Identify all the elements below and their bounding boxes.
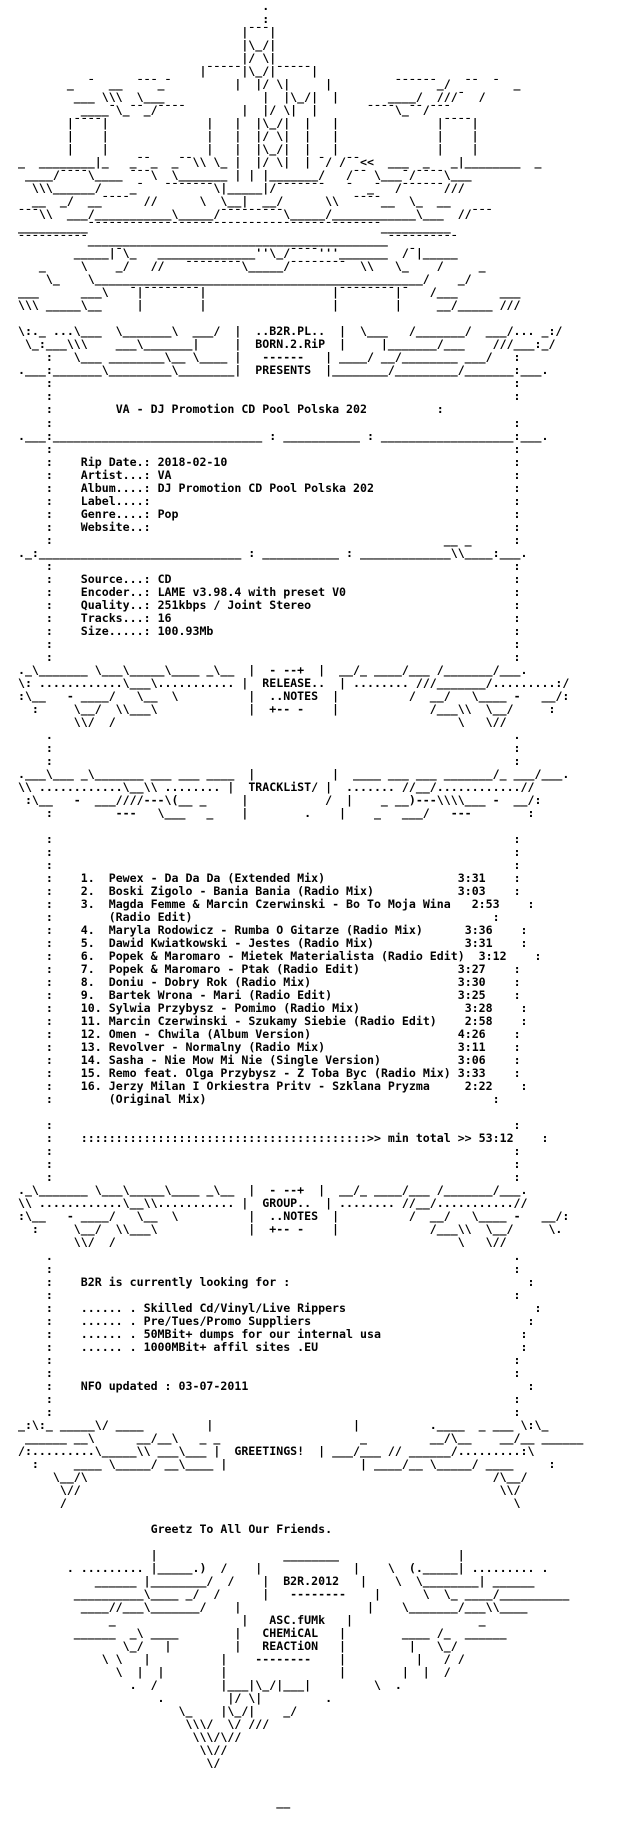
credit-3: REACTiON [262, 1638, 319, 1653]
looking-item: ...... . 50MBit+ dumps for our internal usa [80, 1326, 381, 1341]
track-row: : 15. Remo feat. Olga Przybysz - Z Toba Byc (Radio Mix) 3:33 : [4, 1066, 521, 1081]
nfo-updated: NFO updated : 03-07-2011 [80, 1378, 249, 1393]
track-row: : 7. Popek & Maromaro - Ptak (Radio Edit) 3:27 : [4, 962, 521, 977]
track-row: : 3. Magda Femme & Marcin Czerwinski - Bo To Moja Wina 2:53 : [4, 897, 535, 912]
total-time: :::::::::::::::::::::::::::::::::::::::::>> min total >> 53:12 [80, 1131, 514, 1146]
release-notes-label-2: ..NOTES [269, 688, 319, 703]
tracklist [4, 872, 632, 1106]
footer-year: B2R.2012 [283, 1573, 340, 1588]
release-title: VA - DJ Promotion CD Pool Polska 202 [115, 402, 367, 417]
looking-item: ...... . Skilled Cd/Vinyl/Live Rippers [80, 1300, 347, 1315]
looking-item: ...... . 1000MBit+ affil sites .EU [80, 1339, 319, 1354]
greetz-text: Greetz To All Our Friends. [150, 1521, 333, 1536]
track-row: : (Original Mix) : [4, 1092, 500, 1107]
track-row: : 2. Boski Zigolo - Bania Bania (Radio Mix) 3:03 : [4, 884, 521, 899]
track-row: : 11. Marcin Czerwinski - Szukamy Siebie (Radio Edit) 2:58 : [4, 1014, 528, 1029]
header-group: ..B2R.PL.. [255, 324, 326, 339]
quality-value: 251kbps / Joint Stereo [157, 597, 312, 612]
track-row: : (Radio Edit) : [4, 910, 500, 925]
release-notes-label-1: RELEASE.. [262, 675, 326, 690]
header-subgroup: BORN.2.RiP [255, 337, 326, 352]
group-notes-label-1: GROUP.. [262, 1196, 312, 1211]
tracks-value: 16 [157, 610, 172, 625]
credit-2: CHEMiCAL [262, 1625, 319, 1640]
album-value: DJ Promotion CD Pool Polska 202 [157, 480, 374, 495]
credit-1: ASC.fUMk [269, 1612, 326, 1627]
greetings-label: GREETINGS! [234, 1443, 305, 1458]
ascii-logo: . : |¯¯¯| |\_/| |/ \| |¯¯¯¯¯|\_/|¯¯¯¯¯| _ ¯ __ ¯¯¯_¯ | |/ \| | ¯¯¯¯¯¯_/ ¯¯ ¯ _ ___ \\\ \___ | |\_/| | ____/ ///¯ / ____¯\_¯¯_/¯¯¯¯ | |/ \| | ¯¯¯¯\_¯¯/¯¯¯ |¯¯¯¯| | | |\_/| | | |¯¯¯¯| | | | | |/ \| | | | | | | | | |\_/| | | | | _ ________|_ _¯¯_ _¯¯\\ \_ | |/ \| | ¯/ /¯¯<< ___ _ _|________ _ ____/¯¯¯¯\____ ¯¯¯\ \_______ | | |_______/ /¯¯ \___¯/¯¯¯¯\___ \\\______/ _¯ ¯¯¯¯¯¯¯\|_____|/¯¯¯¯¯¯¯ ¯ _¯ /¯¯¯¯¯¯/// __ _/ __¯¯¯¯ // \ \__| __/ \\ ¯¯¯¯__ \_ __ ¯¯¯\\ ___/___________\_____/¯¯¯¯¯¯¯¯¯\_____/____________\___ //¯¯¯ __________¯¯¯¯¯¯¯¯¯¯¯¯¯¯¯¯¯¯¯¯¯¯¯¯¯¯¯¯¯¯¯¯¯¯¯¯¯¯¯¯¯¯__________ ¯¯¯¯¯¯¯¯¯¯___________________________________________¯¯¯¯¯¯¯¯¯¯ _____|¯\_ ______________''\_/¯¯¯¯'''_______ /¯|_____ _ \ _/ // ¯¯¯¯¯¯¯¯\_____/¯¯¯¯¯¯¯¯ \\ \_ / _ \_ \_______________________________________________/ _/ ___ ___\ ¯|¯¯¯¯¯¯¯¯| |¯¯¯¯¯¯¯¯|¯ /___ ___ \\\ _____\__ | | | | __/_____ /// [17, 0, 542, 313]
group-notes-label-2: ..NOTES [269, 1209, 319, 1224]
track-row: : 10. Sylwia Przybysz - Pomimo (Radio Mix) 3:28 : [4, 1001, 528, 1016]
track-row: : 1. Pewex - Da Da Da (Extended Mix) 3:31 : [4, 871, 521, 886]
track-row: : 16. Jerzy Milan I Orkiestra Pritv - Szklana Pryzma 2:22 : [4, 1079, 528, 1094]
size-value: 100.93Mb [157, 623, 214, 638]
track-row: : 4. Maryla Rodowicz - Rumba O Gitarze (Radio Mix) 3:36 : [4, 923, 528, 938]
track-row: : 8. Doniu - Dobry Rok (Radio Mix) 3:30 : [4, 975, 521, 990]
genre-value: Pop [157, 506, 179, 521]
nfo-ascii-art: . : |¯¯¯| |\_/| |/ \| |¯¯¯¯¯|\_/|¯¯¯¯¯| _ ¯ __ ¯¯¯_¯ | |/ \| | ¯¯¯¯¯¯_/ ¯¯ ¯ _ ___ \\\ \___ | |\_/| | ____/ ///¯ / ____¯\_¯¯_/¯¯¯¯ | |/ \| | ¯¯¯¯\_¯¯/¯¯¯ |¯¯¯¯| | | |\_/| | | |¯¯¯¯| | | | | |/ \| | | | | | | | | |\_/| | | | | _ ________|_ _¯¯_ _¯¯\\ \_ | |/ \| | ¯/ /¯¯<< ___ _ _|________ _ ____/¯¯¯¯\____ ¯¯¯\ \_______ | | |_______/ /¯¯ \___¯/¯¯¯¯\___ \\\______/ _¯ ¯¯¯¯¯¯¯\|_____|/¯¯¯¯¯¯¯ ¯ _¯ /¯¯¯¯¯¯/// __ _/ __¯¯¯¯ // \ \__| __/ \\ ¯¯¯¯__ \_ __ ¯¯¯\\ ___/___________\_____/¯¯¯¯¯¯¯¯¯\_____/____________\___ //¯¯¯ __________¯¯¯¯¯¯¯¯¯¯¯¯¯¯¯¯¯¯¯¯¯¯¯¯¯¯¯¯¯¯¯¯¯¯¯¯¯¯¯¯¯¯__________ ¯¯¯¯¯¯¯¯¯¯___________________________________________¯¯¯¯¯¯¯¯¯¯ _____|¯\_ ______________''\_/¯¯¯¯'''_______ /¯|_____ _ \ _/ // ¯¯¯¯¯¯¯¯\_____/¯¯¯¯¯¯¯¯ \\ \_ / _ \_ \_______________________________________________/ _/ ___ ___\ ¯|¯¯¯¯¯¯¯¯| |¯¯¯¯¯¯¯¯|¯ /___ ___ \\\ _____\__ | | | | __/_____ /// \:._ ...\___ \_______\ ___/ | ..B2R.PL.. | \___ /_______/ ___/... _:/ \_:___\\\ ___\_______| | BORN.2.RiP | |_______/___ ///___:_/ : \___ ________\__ \____ | ------ | ____/ __/________ ___/ : .___:_______\_________\________| PRESENTS |________/_________/_______:___. : : : : : VA - DJ Promotion CD Pool Polska 202 : : : .___:______________________________ : ___________ : ___________________:___. : : : Rip Date.: 2018-02-10 : : Artist...: VA : : Album....: DJ Promotion CD Pool Polska 202 : : Label....: : : Genre....: Pop : : Website..: : : __ _ : ._:_____________________________ : ___________ : _____________\\____:___. : : : Source...: CD : : Encoder..: LAME v3.98.4 with preset V0 : : Quality..: 251kbps / Joint Stereo : : Tracks...: 16 : : Size.....: 100.93Mb : : : : : ._\_______ \___\_____\____ _\__ | - --+ | __/_ ____/___ /_______/___. \: ............\___\........... | RELEASE.. | ........ ///_______/.........:/ :\__ - ____/ \__ \ | ..NOTES | / __/ \____ - __/: : \__/ \\___\ | +-- - | /___\\ \__/ : \\/ / \ \// . . : : : : .___\___ _\_______ ___ ___ ____ | | ____ ___ ___ _______/_ ___/___. \\ ............\__\\ ........ | TRACKLiST/ | ....... //__/............// :\__ - ___////---\(__ _ | / | _ __)---\\\\___ - __/: : --- \___ _ | . | _ ___/ --- : : : : : : : : 1. Pewex - Da Da Da (Extended Mix) 3:31 : : 2. Boski Zigolo - Bania Bania (Radio Mix) 3:03 : : 3. Magda Femme & Marcin Czerwinski - Bo To Moja Wina 2:53 : : (Radio Edit) : : 4. Maryla Rodowicz - Rumba O Gitarze (Radio Mix) 3:36 : : 5. Dawid Kwiatkowski - Jestes (Radio Mix) 3:31 : : 6. Popek & Maromaro - Mietek Materialista (Radio Edit) 3:12 : : 7. Popek & Maromaro - Ptak (Radio Edit) 3:27 : : 8. Doniu - Dobry Rok (Radio Mix) 3:30 : : 9. Bartek Wrona - Mari (Radio Edit) 3:25 : : 10. Sylwia Przybysz - Pomimo (Radio Mix) 3:28 : : 11. Marcin Czerwinski - Szukamy Siebie (Radio Edit) 2:58 : : 12. Omen - Chwila (Album Version) 4:26 : : 13. Revolver - Normalny (Radio Mix) 3:11 : : 14. Sasha - Nie Mow Mi Nie (Single Version) 3:06 : : 15. Remo feat. Olga Przybysz - Z Toba Byc (Radio Mix) 3:33 : : 16. Jerzy Milan I Orkiestra Pritv - Szklana Pryzma 2:22 : : (Original Mix) : : : : :::::::::::::::::::::::::::::::::::::::::>> min total >> 53:12 : : : : : : : ._\_______ \___\_____\____ _\__ | - --+ | __/_ ____/___ /_______/___. \\ ............\__\\........... | GROUP.. | ........ //__/...........// :\__ - ____/ \__ \ | ..NOTES | / __/ \____ - __/: : \__/ \\___\ | +-- - | /___\\ \__/ \. \\/ / \ \// . . : : : B2R is currently looking for : : : : : ...... . Skilled Cd/Vinyl/Live Rippers : : ...... . Pre/Tues/Promo Suppliers : : ...... . 50MBit+ dumps for our internal usa : : ...... . 1000MBit+ affil sites .EU : : : : : : NFO updated : 03-07-2011 : : : : : _:\:_ _____\/ ____ | | .____ _ ___ \:\_ ______ __\ __/__\ _ _ _ __/\__ __/__ ______ /:.........\_____\\ ___\___ | GREETINGS! | ___/___ // ______/.........:\ : ____ \_____/ __\____ | | ____/__ \_____/ ____ : \__/\ /\__/ \// \\/ / \ Greetz To All Our Friends. | ________ | . ......... |_____.) / | | \ (._____| ......... . ______ |________/ / | B2R.2012 | \ \________| ______ __________\____ _/ / | -------- | \ \_ ____/__________ ____//___\_______/ | | \_______/___\\____ _ | ASC.fUMk | _ ______ _\ ____ | CHEMiCAL | ____ /_ ______ \_/ | | REACTiON | | \_/ \ \ | | -------- | | / / \ | | | | | | / . / |___|\_/|___| \ . . |/ \| . \_ |\_/| _/ \\\/ \/ /// \\\/\// \\// \/ __ [0, 0, 632, 1809]
track-row: : 6. Popek & Maromaro - Mietek Materialista (Radio Edit) 3:12 : [4, 949, 542, 964]
looking-item: ...... . Pre/Tues/Promo Suppliers [80, 1313, 312, 1328]
track-row: : 5. Dawid Kwiatkowski - Jestes (Radio Mix) 3:31 : [4, 936, 528, 951]
encoder-value: LAME v3.98.4 with preset V0 [157, 584, 347, 599]
tracklist-label: TRACKLiST [248, 779, 312, 794]
artist-value: VA [157, 467, 172, 482]
track-row: : 13. Revolver - Normalny (Radio Mix) 3:11 : [4, 1040, 521, 1055]
header-presents: PRESENTS [255, 363, 312, 378]
source-value: CD [157, 571, 172, 586]
looking-for: B2R is currently looking for : [80, 1274, 291, 1289]
track-row: : 14. Sasha - Nie Mow Mi Nie (Single Version) 3:06 : [4, 1053, 521, 1068]
track-row: : 9. Bartek Wrona - Mari (Radio Edit) 3:25 : [4, 988, 521, 1003]
rip-date-value: 2018-02-10 [157, 454, 228, 469]
track-row: : 12. Omen - Chwila (Album Version) 4:26 : [4, 1027, 521, 1042]
